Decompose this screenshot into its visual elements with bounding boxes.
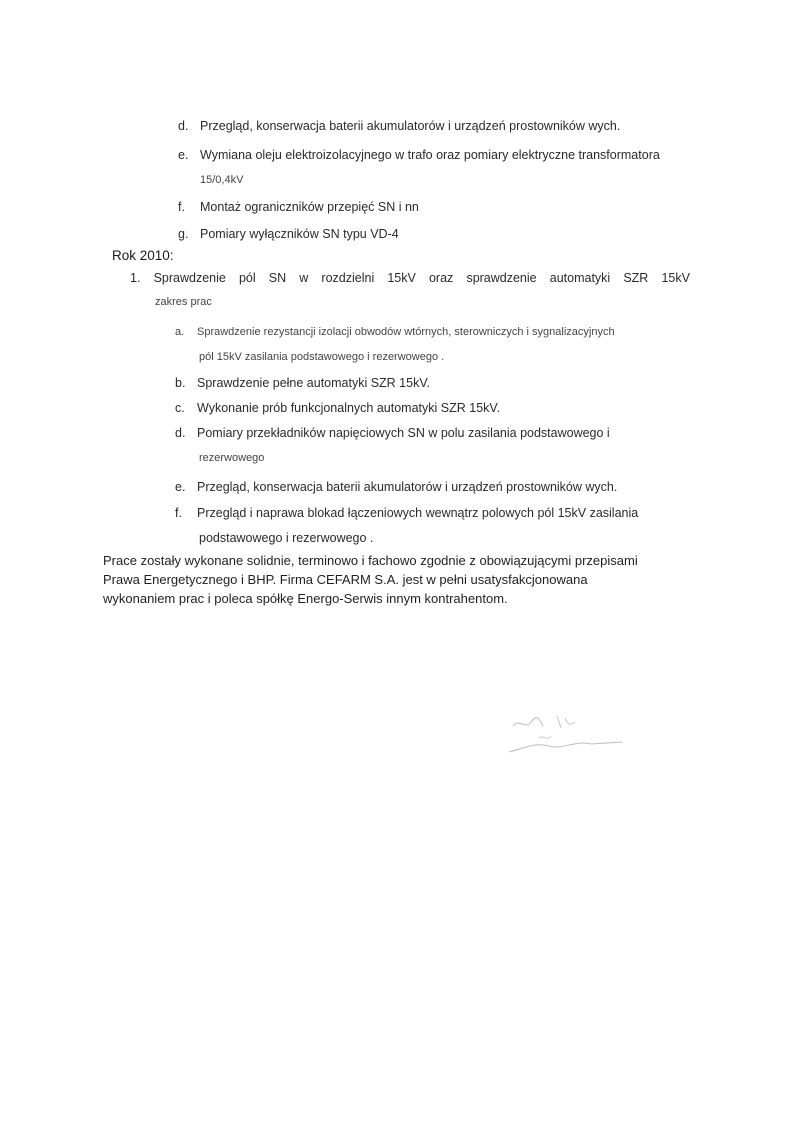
sub-item-f-continuation: podstawowego i rezerwowego .: [199, 531, 374, 545]
sub-item-e: e. Przegląd, konserwacja baterii akumulatorów i urządzeń prostowników wych.: [175, 480, 618, 494]
task-1-text: 1. Sprawdzenie pól SN w rozdzielni 15kV oraz sprawdzenie automatyki SZR 15kV: [130, 271, 690, 285]
list-item-g: g. Pomiary wyłączników SN typu VD-4: [178, 227, 399, 241]
list-item-f: f. Montaż ograniczników przepięć SN i nn: [178, 200, 419, 214]
sub-item-a: a. Sprawdzenie rezystancji izolacji obwodów wtórnych, sterowniczych i sygnalizacyjnych: [175, 326, 615, 338]
sub-item-a-continuation: pól 15kV zasilania podstawowego i rezerwowego .: [199, 351, 445, 363]
closing-line-1: Prace zostały wykonane solidnie, terminowo i fachowo zgodnie z obowiązującymi przepisami: [103, 553, 638, 568]
task-1-scope: zakres prac: [155, 296, 212, 308]
sub-item-b: b. Sprawdzenie pełne automatyki SZR 15kV.: [175, 376, 431, 390]
closing-line-2: Prawa Energetycznego i BHP. Firma CEFARM S.A. jest w pełni usatysfakcjonowana: [103, 572, 588, 587]
task-1: [130, 270, 690, 286]
sub-item-d-continuation: rezerwowego: [199, 452, 265, 464]
sub-item-f: f. Przegląd i naprawa blokad łączeniowych wewnątrz polowych pól 15kV zasilania: [175, 506, 639, 520]
handwritten-signature: [505, 712, 630, 760]
year-heading: Rok 2010:: [112, 248, 174, 263]
list-item-e-continuation: 15/0,4kV: [200, 174, 244, 186]
sub-item-c: c. Wykonanie prób funkcjonalnych automatyki SZR 15kV.: [175, 401, 501, 415]
list-item-e: e. Wymiana oleju elektroizolacyjnego w trafo oraz pomiary elektryczne transformatora: [178, 148, 660, 162]
sub-item-d: d. Pomiary przekładników napięciowych SN w polu zasilania podstawowego i: [175, 426, 610, 440]
closing-line-3: wykonaniem prac i poleca spółkę Energo-Serwis innym kontrahentom.: [103, 591, 508, 606]
list-item-d: d. Przegląd, konserwacja baterii akumulatorów i urządzeń prostowników wych.: [178, 119, 621, 133]
